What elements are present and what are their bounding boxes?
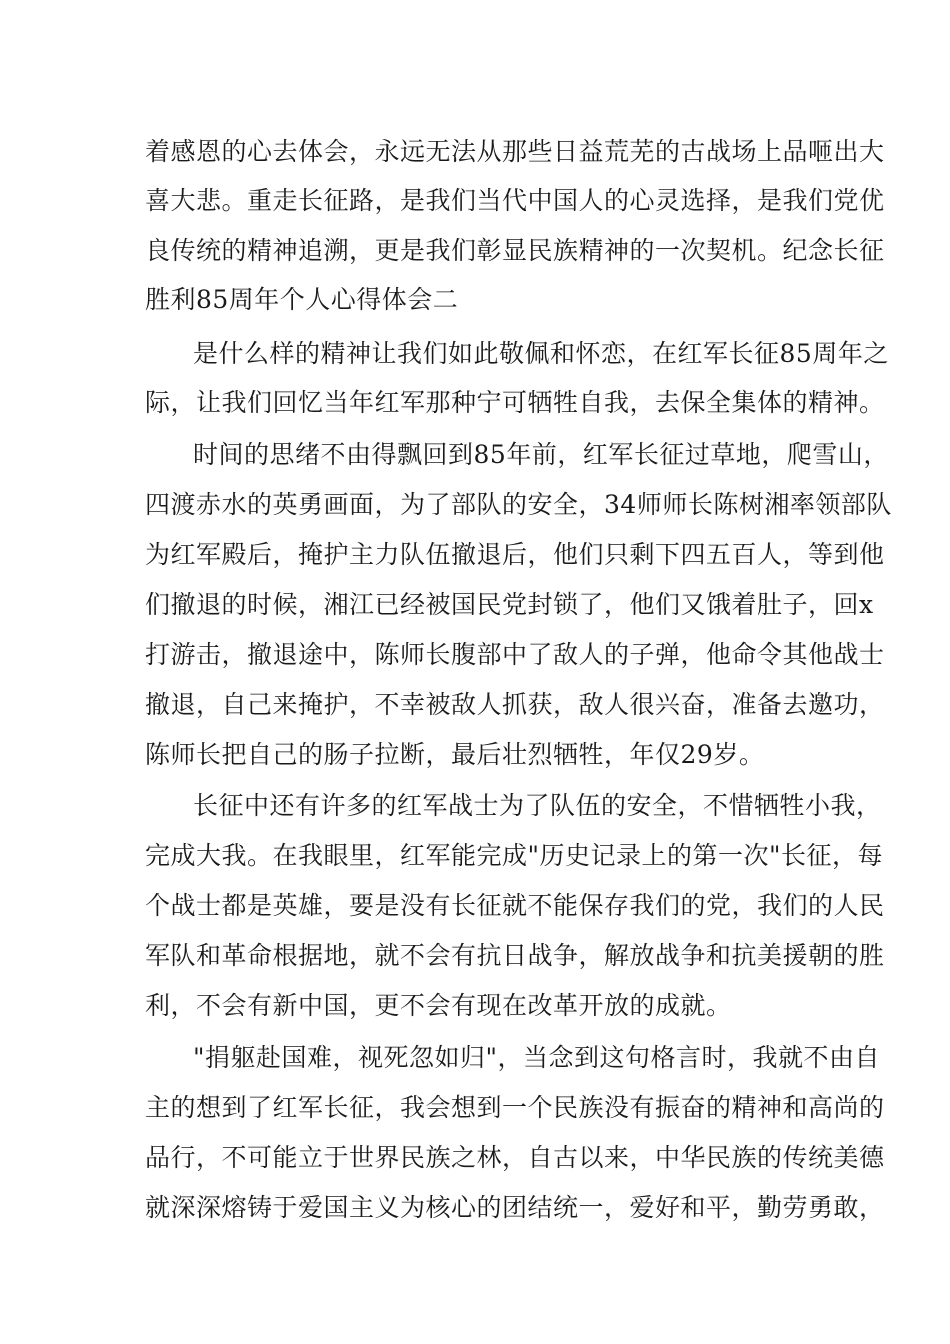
- text-line: 就深深熔铸于爱国主义为核心的团结统一，爱好和平，勤劳勇敢，: [145, 1193, 885, 1222]
- text-line: 际，让我们回忆当年红军那种宁可牺牲自我，去保全集体的精神。: [145, 388, 885, 417]
- paragraph-first-line: 长征中还有许多的红军战士为了队伍的安全，不惜牺牲小我，: [193, 791, 882, 820]
- text-line: 四渡赤水的英勇画面，为了部队的安全，34师师长陈树湘率领部队: [145, 490, 892, 519]
- text-line: 胜利85周年个人心得体会二: [145, 285, 459, 314]
- text-line: 军队和革命根据地，就不会有抗日战争，解放战争和抗美援朝的胜: [145, 941, 885, 970]
- text-line: 良传统的精神追溯，更是我们彰显民族精神的一次契机。纪念长征: [145, 236, 885, 265]
- text-line: 撤退，自己来掩护，不幸被敌人抓获，敌人很兴奋，准备去邀功，: [145, 690, 885, 719]
- text-line: 品行，不可能立于世界民族之林，自古以来，中华民族的传统美德: [145, 1143, 885, 1172]
- paragraph-first-line: 是什么样的精神让我们如此敬佩和怀恋，在红军长征85周年之: [193, 339, 889, 368]
- text-line: 着感恩的心去体会，永远无法从那些日益荒芜的古战场上品咂出大: [145, 137, 885, 166]
- text-line: 喜大悲。重走长征路，是我们当代中国人的心灵选择，是我们党优: [145, 186, 885, 215]
- text-line: 们撤退的时候，湘江已经被国民党封锁了，他们又饿着肚子，回x: [145, 590, 874, 619]
- text-line: 利，不会有新中国，更不会有现在改革开放的成就。: [145, 991, 732, 1020]
- paragraph-first-line: "捐躯赴国难，视死忽如归"，当念到这句格言时，我就不由自: [193, 1043, 881, 1072]
- text-line: 完成大我。在我眼里，红军能完成"历史记录上的第一次"长征，每: [145, 841, 884, 870]
- paragraph-first-line: 时间的思绪不由得飘回到85年前，红军长征过草地，爬雪山，: [193, 440, 889, 469]
- text-line: 陈师长把自己的肠子拉断，最后壮烈牺牲，年仅29岁。: [145, 740, 765, 769]
- text-line: 个战士都是英雄，要是没有长征就不能保存我们的党，我们的人民: [145, 891, 885, 920]
- text-line: 为红军殿后，掩护主力队伍撤退后，他们只剩下四五百人，等到他: [145, 540, 885, 569]
- text-line: 打游击，撤退途中，陈师长腹部中了敌人的子弹，他命令其他战士: [145, 640, 885, 669]
- text-line: 主的想到了红军长征，我会想到一个民族没有振奋的精神和高尚的: [145, 1093, 885, 1122]
